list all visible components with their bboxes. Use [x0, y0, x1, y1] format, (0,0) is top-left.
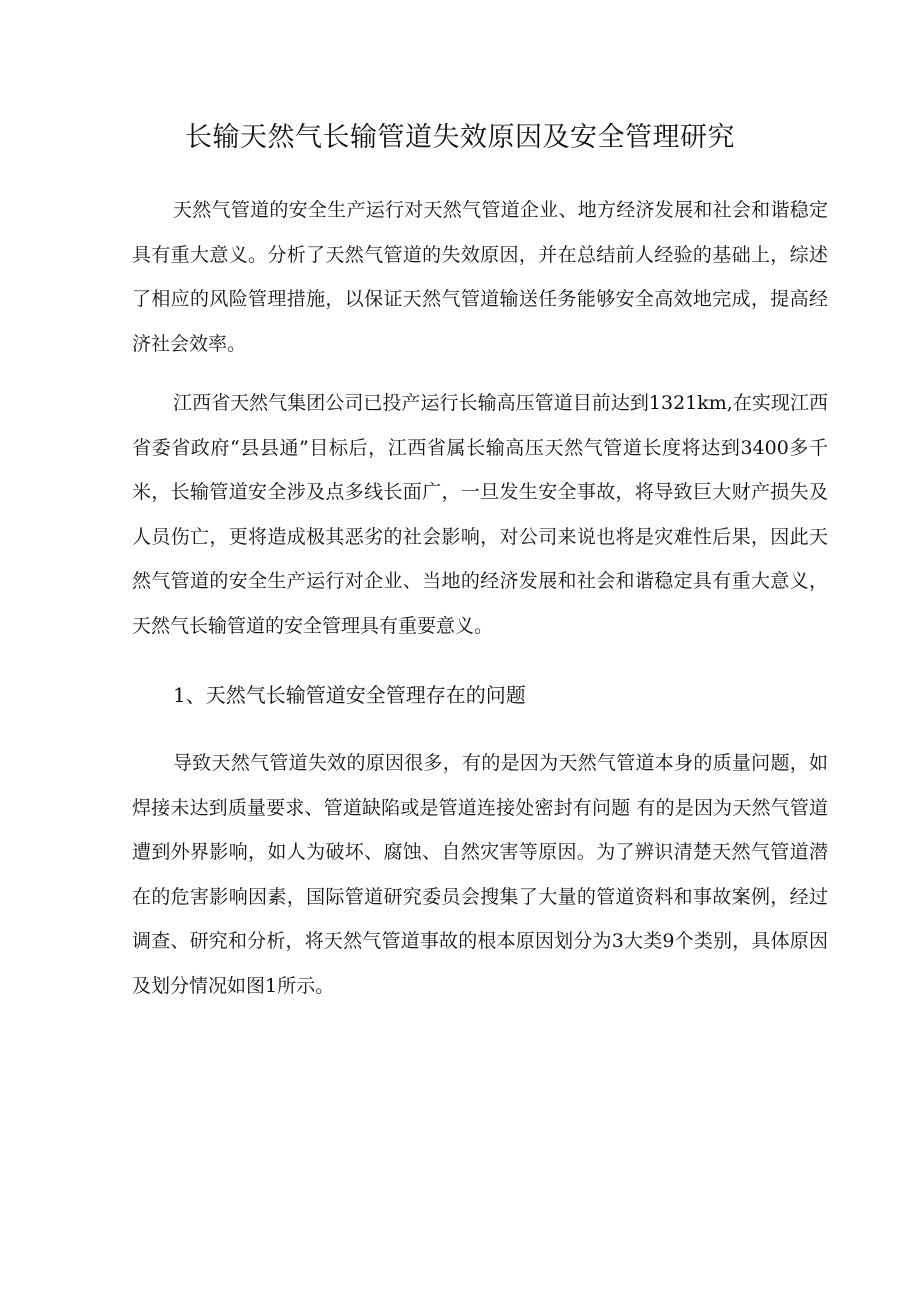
paragraph-background: 江西省天然气集团公司已投产运行长输高压管道目前达到1321km,在实现江西省委省政府“县县通”目标后，江西省属长输高压天然气管道长度将达到3400多千米，长输管道安全涉及点多线长面广，一旦发生安全事故，将导致巨大财产损失及人员伤亡，更将造成极其恶劣的社会影响，对公司来说也将是灾难性后果，因此天然气管道的安全生产运行对企业、当地的经济发展和社会和谐稳定具有重大意义，天然气长输管道的安全管理具有重要意义。 — [132, 392, 828, 637]
document-title: 长输天然气长输管道失效原因及安全管理研究 — [185, 122, 735, 153]
section-heading: 1、天然气长输管道安全管理存在的问题 — [173, 683, 526, 707]
paragraph-failure-causes: 导致天然气管道失效的原因很多，有的是因为天然气管道本身的质量问题，如焊接未达到质量要求、管道缺陷或是管道连接处密封有问题 有的是因为天然气管道遭到外界影响，如人为破坏、腐蚀、自然灾害等原因。为了辨识清楚天然气管道潜在的危害影响因素，国际管道研究委员会搜集了大量的管道资料和事故案例，经过调查、研究和分析，将天然气管道事故的根本原因划分为3大类9个类别，具体原因及划分情况如图1所示。 — [132, 752, 828, 997]
paragraph-abstract: 天然气管道的安全生产运行对天然气管道企业、地方经济发展和社会和谐稳定具有重大意义。分析了天然气管道的失效原因，并在总结前人经验的基础上，综述了相应的风险管理措施，以保证天然气管道输送任务能够安全高效地完成，提高经济社会效率。 — [132, 199, 828, 355]
